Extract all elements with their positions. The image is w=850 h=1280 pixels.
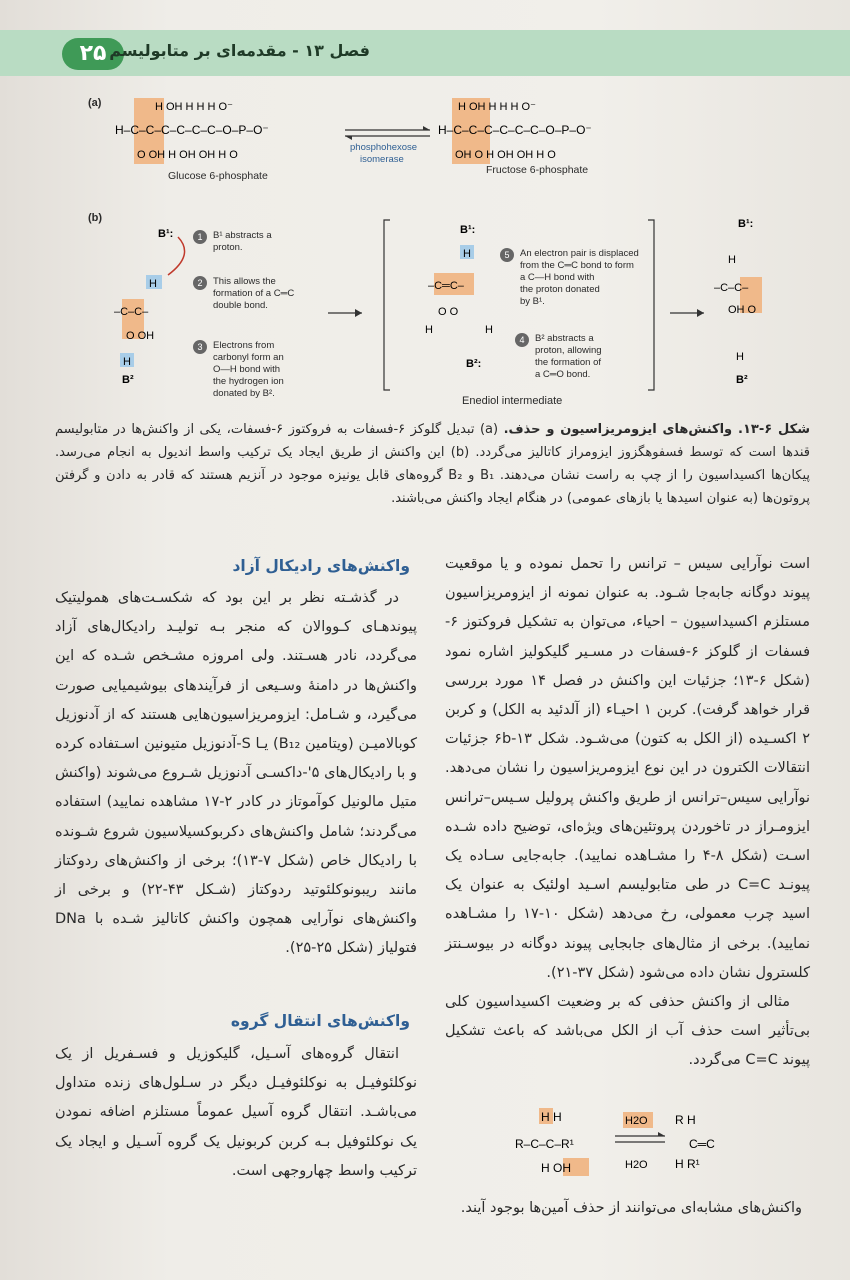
b2-label-product: B²	[736, 374, 748, 386]
b1-label-intermediate: B¹:	[460, 224, 476, 236]
step-5-text: An electron pair is displaced from the C═C bond to form a C—H bond with the proton donated by B¹.	[520, 248, 639, 307]
step-arrow-1-head-icon	[355, 309, 362, 317]
dehydration-top-row: H H	[541, 1110, 562, 1124]
step-2-text: This allows the formation of a C═C double bond.	[213, 276, 295, 311]
dehydration-arrow-head-icon	[658, 1132, 665, 1136]
alkene-main-row: C═C	[689, 1137, 715, 1151]
water-top: H2O	[625, 1115, 648, 1127]
arrow-head-back-icon	[345, 136, 352, 140]
product-oxygen-row: OH O	[728, 304, 757, 316]
proton-h-text: H	[149, 278, 157, 290]
step-1-text: B¹ abstracts a proton.	[213, 230, 272, 253]
enediol-h-right: H	[485, 324, 493, 336]
left-section-2-body: انتقال گروه‌های آسـیل، گلیکوزیل و فسـفریل از یک نوکلئوفیـل به نوکلئوفیـل دیگر در سـلول‌های زنده متداول می‌باشـد. انتقال گروه آسیل عموماً مستلزم اضافه نمودن یک نوکلئوفیل بـه کربن کربونیل یک گروه آسـیل و ایجاد یک ترکیب واسط چهاروجهی است.	[55, 1046, 417, 1179]
fructose-label: Fructose 6-phosphate	[486, 164, 589, 176]
left-section-1-body: در گذشـته نظر بر این بود که شکسـت‌های همولیتیک پیوندهـای کـووالان که منجر بـه تولیـد رادیکال‌های آزاد می‌گردد، نادر هسـتند. ولی امروزه مشـخص شـده که این واکنش‌ها در دامنهٔ وسـیعی از فرآیندهای بیوشیمیایی صورت می‌گیرد، و شـامل: ایزومریزاسیون‌هایی هستند که از آدنوزیل کوبالامیـن (ویتامین B₁₂) یـا S-آدنوزیل متیونین اسـتفاده کرده و با رادیکال‌های ۵'-داکسـی آدنوزیل شـروع می‌شوند (واکنش متیل مالونیل کوآموتاز در کادر ۲-۱۷ مشاهده نمایید) استفاده می‌گردند؛ شامل واکنش‌های دکربوکسیلاسیون شروع شـونده با رادیکال خاص (شکل ۷-۱۳)؛ برخی از واکنش‌های ردوکتاز مانند ریبونوکلئوتید ردوکتاز (شـکل ۴۳-۲۲) و برخی از واکنش‌های نوآرایی همچون واکنش کاتالیز شـده با DNa فتولیاز (شکل ۲۵-۲۵).	[55, 590, 418, 957]
right-last-line: واکنش‌های مشابه‌ای می‌توانند از حذف آمین‌ها بوجود آیند.	[460, 1200, 802, 1216]
caption-body: (a) تبدیل گلوکز ۶-فسفات به فروکتوز ۶-فسفات، یکی از واکنش‌ها در متابولیسم قندها است که توسط فسفوهگزوز ایزومراز کاتالیز می‌گردد. (b) این واکنش از طریق ایجاد یک ترکیب واسط اندیول به انجام می‌رسد. پیکان‌ها اکسیداسیون را از چپ به راست نشان می‌دهند. B₁ و B₂ گروه‌های قابل یونیزه موجود در آنزیم هستند که قادر به دادن و گرفتن پروتون‌ها (به عنوان اسیدها یا بازهای عمومی) در هنگام ایجاد واکنش می‌باشند.	[55, 422, 811, 506]
dehydration-reaction	[505, 1106, 795, 1182]
b1-label-left: B¹:	[158, 228, 174, 240]
enediol-oxygen-row: O O	[438, 306, 459, 318]
water-bottom: H2O	[625, 1159, 648, 1171]
b1-label-product: B¹:	[738, 218, 754, 230]
step-5-badge: 5	[500, 248, 514, 262]
step-3-badge: 3	[193, 340, 207, 354]
step-arrow-2-head-icon	[697, 309, 704, 317]
enediol-h-left: H	[425, 324, 433, 336]
mechanism-scheme-b	[100, 215, 800, 415]
alkene-bottom-row: H R¹	[675, 1157, 700, 1171]
product-h: H	[728, 254, 736, 266]
figure-part-b-label: (b)	[88, 212, 103, 224]
step-4-text: B² abstracts a proton, allowing the formation of a C═O bond.	[535, 333, 602, 380]
page-number: ۲۵	[62, 38, 124, 70]
step-1-badge: 1	[193, 230, 207, 244]
step-3-text: Electrons from carbonyl form an O—H bond with the hydrogen ion donated by B².	[213, 340, 284, 399]
right-column	[445, 550, 810, 1076]
product-h-bottom: H	[736, 351, 744, 363]
enediol-carbon-row: –C═C–	[428, 280, 464, 292]
glucose-structure-row: H–C–C–C–C–C–C–O–P–O⁻	[115, 123, 269, 137]
enzyme-label-1: phosphohexose	[350, 142, 418, 153]
arrow-head-forward-icon	[423, 126, 430, 130]
glucose-label: Glucose 6-phosphate	[168, 170, 268, 182]
enediol-label: Enediol intermediate	[462, 395, 563, 407]
fructose-bottom-row: OH O H OH OH H O	[455, 149, 556, 161]
glucose-top-row: H OH H H H O⁻	[155, 101, 233, 113]
section-title-free-radical: واکنش‌های رادیکال آزاد	[232, 557, 410, 575]
dehydration-main-row: R–C–C–R¹	[515, 1137, 574, 1151]
donated-h-text: H	[123, 356, 131, 368]
step-2-badge: 2	[193, 276, 207, 290]
caption-title: شکل ۶-۱۳. واکنش‌های ایزومریزاسیون و حذف.	[503, 422, 810, 437]
proton-abstraction-arrow-icon	[168, 237, 185, 275]
b2-label-intermediate: B²:	[466, 358, 482, 370]
left-oxygen-row: O OH	[126, 330, 155, 342]
b2-label-left: B²	[122, 374, 134, 386]
chapter-title: فصل ۱۳ - مقدمه‌ای بر متابولیسم	[109, 41, 370, 60]
right-paragraph-1: است نوآرایی سیس – ترانس را تحمل نموده و یا موقعیت پیوند دوگانه جابه‌جا شـود. به عنوان نمونه از ایزومریزاسیون مستلزم اکسیداسیون – احیاء، می‌توان به تشکیل فروکتوز ۶-فسفات از گلوکز ۶-فسفات در مسـیر گلیکولیز اشاره نمود (شکل ۶-۱۳؛ جزئیات این واکنش در فصل ۱۴ مورد بررسی قرار خواهد گرفت). کربن ۱ احیـاء (از آلدئید به الکل) و کربن ۲ اکسـیده (از الکل به کتون) می‌شـود. شکل ۶b-۱۳ جزئیات انتقالات الکترون در این نوع ایزومریزاسیون را نشان می‌دهد. نوآرایی سیس–ترانس از طریق واکنش پرولیل سـیس–ترانس ایزومـراز در تاخوردن پروتئین‌های ویژه‌ای، توضیح داده شـده اسـت (شکل ۸-۴ را مشـاهده نمایید). جابه‌جایی سـاده یک پیونـد C=C در طی متابولیسم اسـید اولئیک به عنوان یک اسید چرب معمولی، رخ می‌دهد (شکل ۱۰-۱۷ را مشـاهده نمایید). برخی از مثال‌های جابجایی پیوند دوگانه در بیوسـنتز کلسترول نشان داده می‌شود (شکل ۳۷-۲۱).	[445, 556, 811, 981]
enzyme-label-2: isomerase	[360, 154, 404, 165]
alkene-top-row: R H	[675, 1113, 696, 1127]
glucose-bottom-row: O OH H OH OH H O	[137, 149, 238, 161]
intermediate-bracket-left	[384, 220, 390, 390]
figure-caption	[55, 418, 810, 510]
fructose-top-row: H OH H H H O⁻	[458, 101, 536, 113]
intermediate-h-text: H	[463, 248, 471, 260]
section-title-group-transfer: واکنش‌های انتقال گروه	[230, 1012, 410, 1030]
product-carbon-row: –C–C–	[714, 282, 749, 294]
left-carbon-row: –C–C–	[114, 306, 149, 318]
right-paragraph-2: مثالی از واکنش حذفی که بر وضعیت اکسیداسیون کلی بی‌تأثیر است حذف آب از الکل می‌باشد که باعث تشکیل پیوند C=C می‌گردد.	[445, 994, 810, 1069]
fructose-structure-row: H–C–C–C–C–C–C–O–P–O⁻	[438, 123, 592, 137]
step-4-badge: 4	[515, 333, 529, 347]
figure-part-a-label: (a)	[88, 97, 102, 109]
dehydration-bottom-row: H OH	[541, 1161, 571, 1175]
